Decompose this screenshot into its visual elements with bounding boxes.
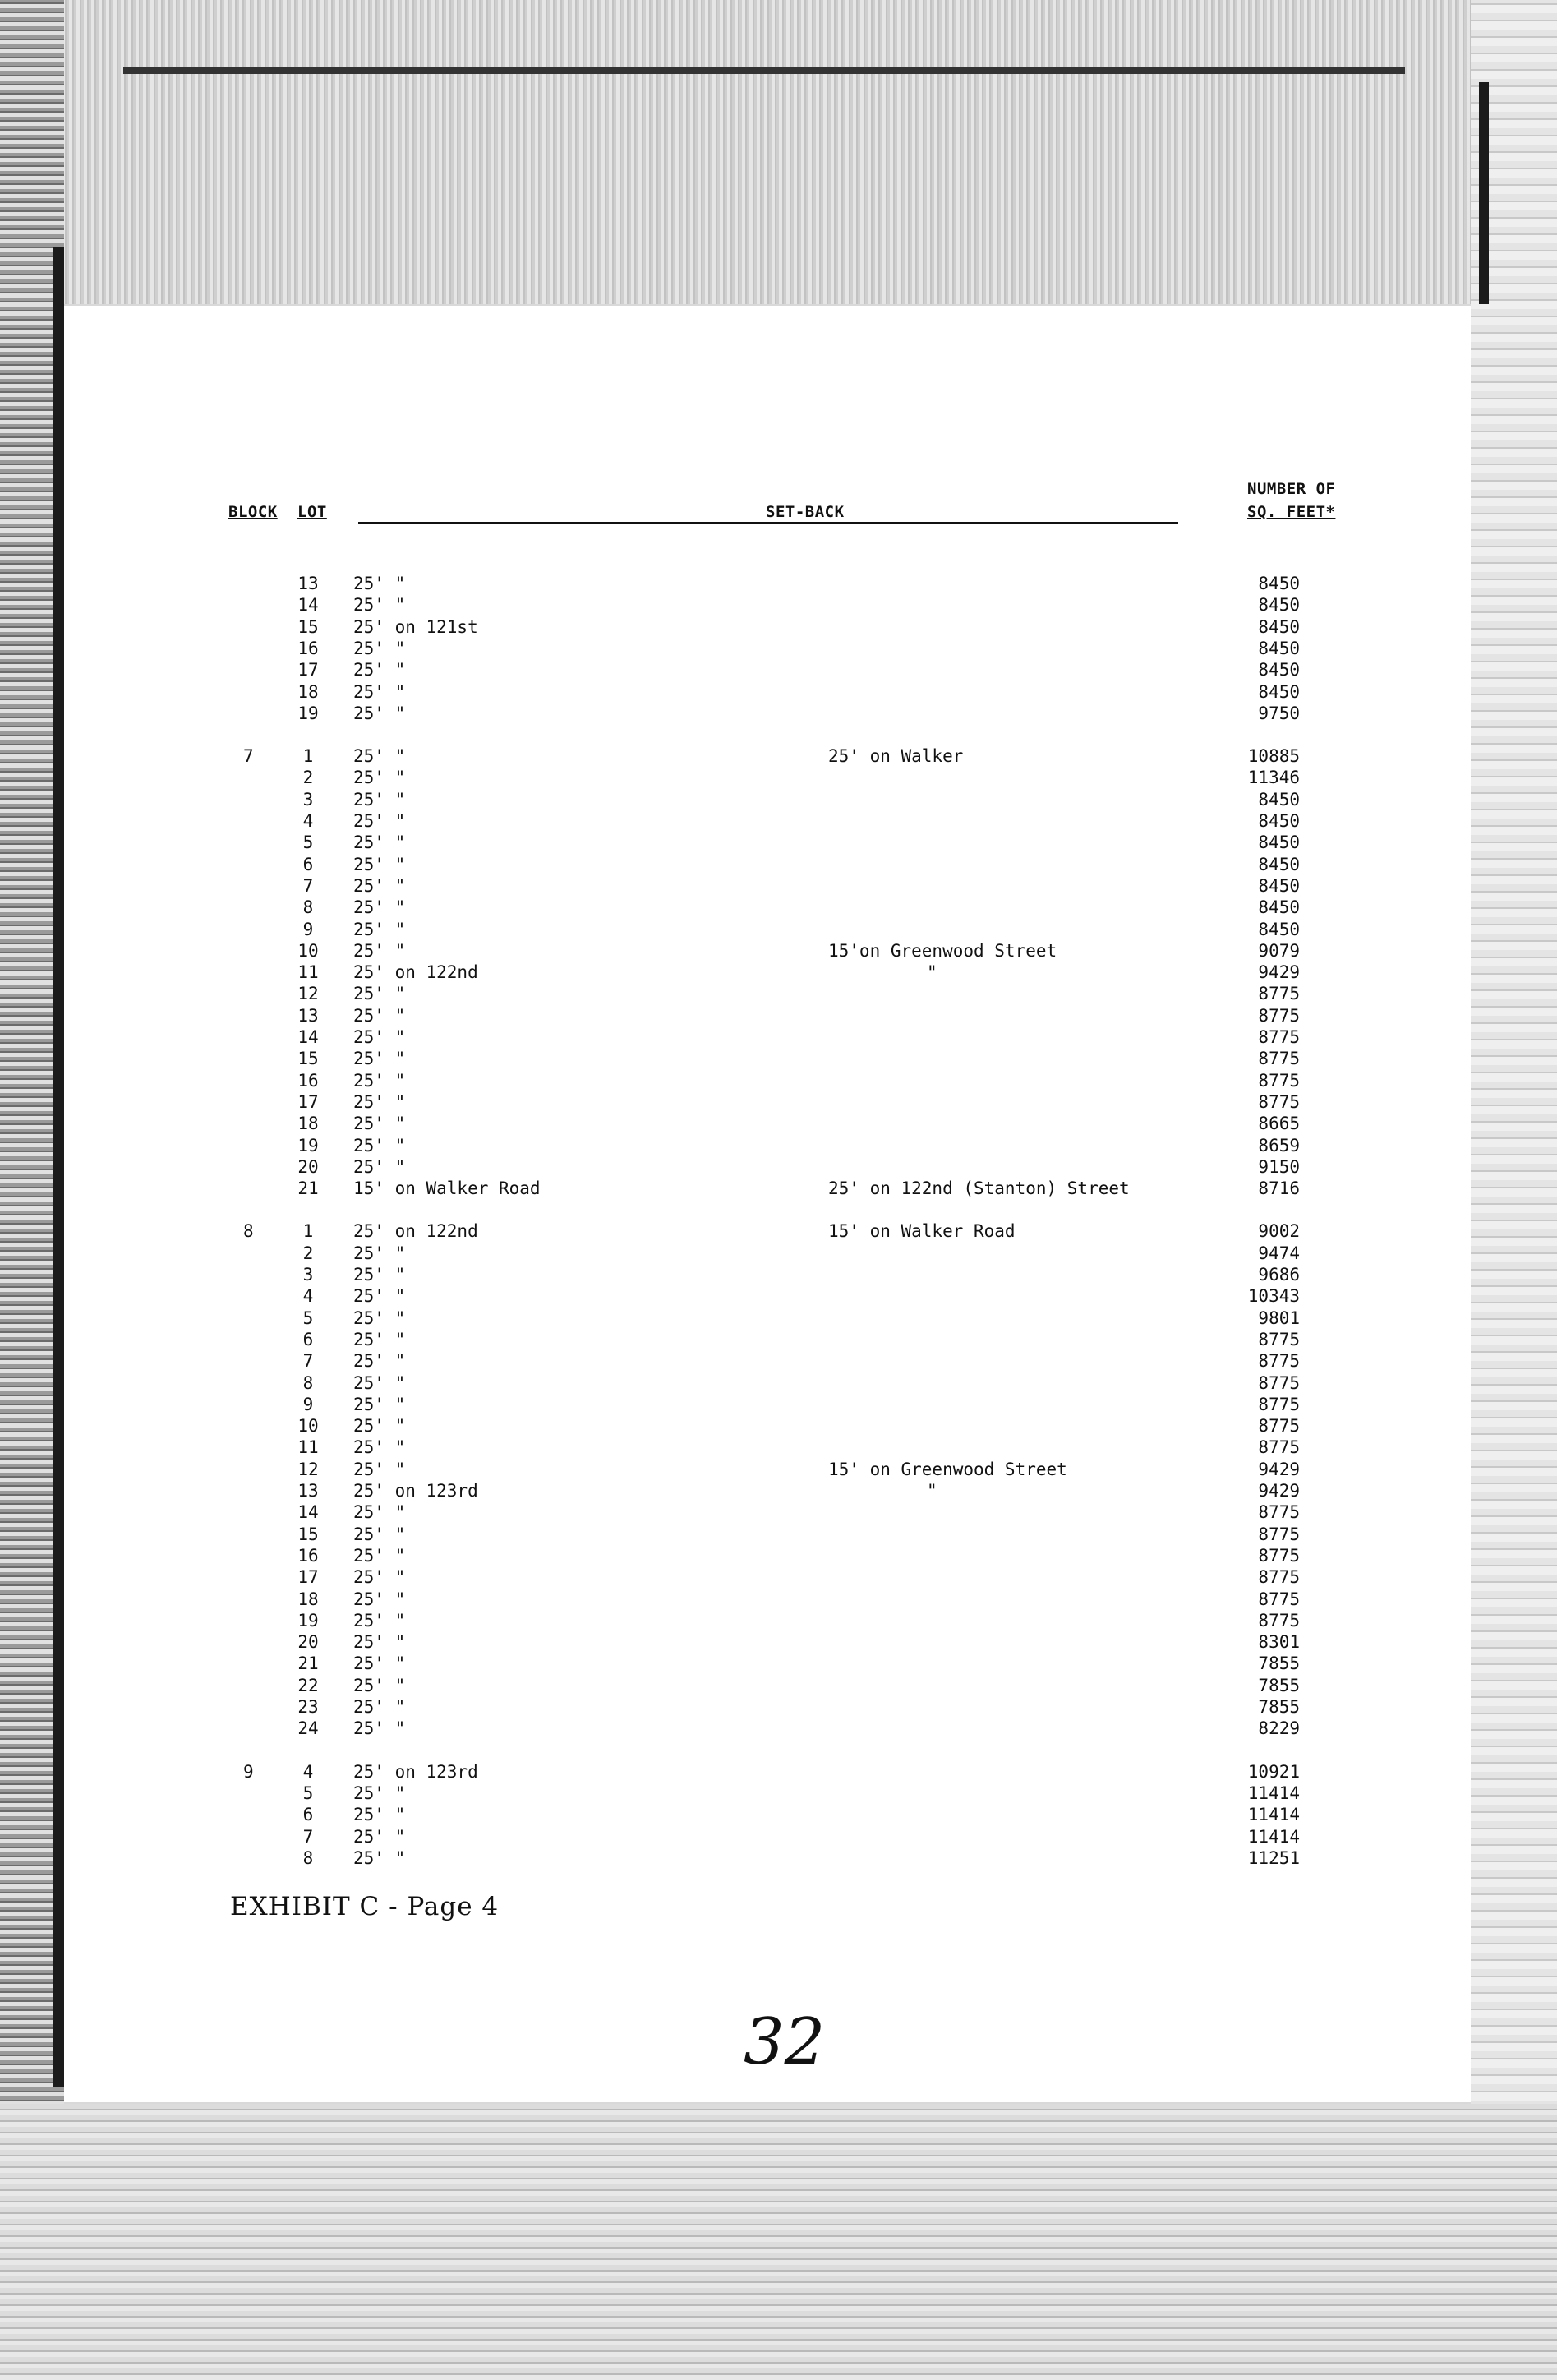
table-row <box>0 1286 1557 1308</box>
secondary-setback-cell: 15'on Greenwood Street <box>828 940 1057 961</box>
table-row <box>0 1178 1557 1200</box>
setback-cell: 25' " <box>353 1308 406 1328</box>
sqft-cell: 8450 <box>1258 875 1300 896</box>
sqft-cell: 8775 <box>1258 1351 1300 1372</box>
setback-cell: 25' " <box>353 1372 406 1393</box>
table-row <box>0 1373 1557 1395</box>
table-row <box>0 1416 1557 1437</box>
lot-cell: 2 <box>302 1243 314 1263</box>
table-row <box>0 1567 1557 1589</box>
table-row <box>0 768 1557 789</box>
lot-cell: 19 <box>297 703 319 723</box>
table-row <box>0 1611 1557 1632</box>
table-row <box>0 1481 1557 1502</box>
sqft-cell: 8450 <box>1258 919 1300 939</box>
table-row <box>0 1243 1557 1265</box>
setback-cell: 25' " <box>353 1135 406 1155</box>
lot-cell: 6 <box>302 854 314 874</box>
lot-cell: 16 <box>297 638 319 658</box>
sqft-cell: 11251 <box>1247 1847 1300 1868</box>
sqft-cell: 9150 <box>1258 1156 1300 1177</box>
table-row <box>0 1718 1557 1740</box>
setback-cell: 25' " <box>353 1826 406 1847</box>
setback-cell: 25' " <box>353 1654 406 1674</box>
lot-cell: 8 <box>302 1847 314 1868</box>
setback-cell: 25' " <box>353 1589 406 1609</box>
table-row <box>0 1524 1557 1546</box>
setback-cell: 25' " <box>353 1005 406 1026</box>
lot-cell: 17 <box>297 1567 319 1588</box>
table-row <box>0 1092 1557 1114</box>
lot-cell: 15 <box>297 1049 319 1069</box>
sqft-cell: 8775 <box>1258 1589 1300 1609</box>
setback-cell: 25' " <box>353 919 406 939</box>
sqft-cell: 8450 <box>1258 897 1300 918</box>
table-row <box>0 1114 1557 1135</box>
lot-cell: 4 <box>302 1286 314 1307</box>
lot-cell: 13 <box>297 1005 319 1026</box>
lot-cell: 19 <box>297 1135 319 1155</box>
setback-cell: 25' " <box>353 681 406 702</box>
sqft-cell: 8450 <box>1258 574 1300 593</box>
lot-cell: 22 <box>297 1675 319 1695</box>
table-row <box>0 682 1557 703</box>
sqft-cell: 9429 <box>1258 962 1300 983</box>
sqft-cell: 10921 <box>1247 1761 1300 1782</box>
table-row <box>0 876 1557 897</box>
table-row <box>0 941 1557 962</box>
setback-cell: 25' on 121st <box>353 616 478 637</box>
lot-cell: 15 <box>297 1524 319 1544</box>
lot-cell: 23 <box>297 1697 319 1717</box>
sqft-cell: 10343 <box>1247 1286 1300 1307</box>
setback-cell: 25' " <box>353 1049 406 1069</box>
setback-cell: 25' " <box>353 1156 406 1177</box>
header-setback: SET-BACK <box>766 503 845 521</box>
table-row <box>0 962 1557 984</box>
table-row <box>0 1783 1557 1805</box>
setback-cell: 25' " <box>353 897 406 918</box>
sqft-cell: 9474 <box>1258 1243 1300 1263</box>
lot-cell: 5 <box>302 1308 314 1328</box>
sqft-cell: 8775 <box>1258 1027 1300 1047</box>
header-sqft-line1: NUMBER OF <box>1247 480 1336 498</box>
lot-cell: 13 <box>297 1481 319 1501</box>
setback-cell: 25' " <box>353 833 406 853</box>
table-row <box>0 790 1557 811</box>
lot-cell: 5 <box>302 1783 314 1803</box>
lot-cell: 13 <box>297 574 319 593</box>
sqft-cell: 8775 <box>1258 1567 1300 1588</box>
table-row <box>0 1351 1557 1372</box>
setback-cell: 25' " <box>353 811 406 831</box>
table-row <box>0 920 1557 941</box>
lot-cell: 6 <box>302 1805 314 1825</box>
setback-cell: 25' " <box>353 1805 406 1825</box>
setback-cell: 25' " <box>353 1567 406 1588</box>
sqft-cell: 9686 <box>1258 1265 1300 1285</box>
setback-cell: 25' " <box>353 984 406 1004</box>
lot-cell: 7 <box>302 875 314 896</box>
setback-cell: 25' on 123rd <box>353 1761 478 1782</box>
block-cell: 7 <box>243 746 254 767</box>
scan-bar-right <box>1479 82 1489 304</box>
table-row <box>0 1632 1557 1654</box>
table-row <box>0 1395 1557 1416</box>
scan-noise-top <box>0 0 1557 304</box>
setback-cell: 25' " <box>353 1243 406 1263</box>
table-row <box>0 984 1557 1005</box>
setback-cell: 25' " <box>353 1265 406 1285</box>
sqft-cell: 8775 <box>1258 1329 1300 1349</box>
lot-cell: 20 <box>297 1632 319 1653</box>
table-row <box>0 1265 1557 1286</box>
setback-cell: 25' " <box>353 1783 406 1803</box>
lot-cell: 17 <box>297 1091 319 1112</box>
table-row <box>0 1006 1557 1027</box>
setback-cell: 25' " <box>353 1610 406 1630</box>
sqft-cell: 9079 <box>1258 940 1300 961</box>
setback-cell: 25' " <box>353 1091 406 1112</box>
table-row <box>0 639 1557 660</box>
sqft-cell: 8229 <box>1258 1718 1300 1739</box>
table-row <box>0 1697 1557 1718</box>
lot-cell: 16 <box>297 1545 319 1566</box>
secondary-setback-cell: 15' on Walker Road <box>828 1221 1016 1242</box>
setback-cell: 25' " <box>353 1027 406 1047</box>
lot-cell: 21 <box>297 1178 319 1199</box>
table-row <box>0 1762 1557 1783</box>
header-lot: LOT <box>297 503 327 521</box>
table-row <box>0 1027 1557 1049</box>
setback-cell: 25' " <box>353 1718 406 1739</box>
setback-cell: 25' on 122nd <box>353 1221 478 1242</box>
setback-cell: 25' " <box>353 1502 406 1523</box>
lot-cell: 3 <box>302 1265 314 1285</box>
lot-cell: 18 <box>297 1589 319 1609</box>
header-sqft-line2: SQ. FEET* <box>1247 503 1336 521</box>
table-row <box>0 1676 1557 1697</box>
table-row <box>0 1221 1557 1243</box>
lot-cell: 10 <box>297 940 319 961</box>
sqft-cell: 8775 <box>1258 1091 1300 1112</box>
sqft-cell: 8301 <box>1258 1632 1300 1653</box>
sqft-cell: 11414 <box>1247 1783 1300 1803</box>
lot-cell: 7 <box>302 1351 314 1372</box>
setback-cell: 25' " <box>353 1847 406 1868</box>
lot-cell: 18 <box>297 681 319 702</box>
sqft-cell: 9002 <box>1258 1221 1300 1242</box>
table-row <box>0 1071 1557 1092</box>
lot-cell: 14 <box>297 1502 319 1523</box>
sqft-cell: 9429 <box>1258 1459 1300 1479</box>
sqft-cell: 8450 <box>1258 833 1300 853</box>
lot-cell: 12 <box>297 984 319 1004</box>
setback-cell: 25' " <box>353 1329 406 1349</box>
sqft-cell: 11346 <box>1247 768 1300 788</box>
table-row <box>0 1546 1557 1567</box>
sqft-cell: 11414 <box>1247 1826 1300 1847</box>
lot-cell: 11 <box>297 1437 319 1458</box>
table-row <box>0 703 1557 725</box>
sqft-cell: 8775 <box>1258 1070 1300 1091</box>
table-row <box>0 855 1557 876</box>
setback-cell: 15' on Walker Road <box>353 1178 541 1199</box>
sqft-cell: 8450 <box>1258 811 1300 831</box>
setback-cell: 25' " <box>353 1070 406 1091</box>
ditto-cell: " <box>927 1481 937 1501</box>
sqft-cell: 8775 <box>1258 1049 1300 1069</box>
sqft-cell: 8775 <box>1258 1005 1300 1026</box>
lot-cell: 18 <box>297 1114 319 1134</box>
ditto-cell: " <box>927 962 937 983</box>
table-row <box>0 811 1557 833</box>
sqft-cell: 8775 <box>1258 1545 1300 1566</box>
lot-cell: 11 <box>297 962 319 983</box>
sqft-cell: 9801 <box>1258 1308 1300 1328</box>
sqft-cell: 8775 <box>1258 1372 1300 1393</box>
table-row <box>0 1654 1557 1675</box>
sqft-cell: 9429 <box>1258 1481 1300 1501</box>
setback-cell: 25' " <box>353 1524 406 1544</box>
lot-cell: 10 <box>297 1416 319 1437</box>
lot-cell: 6 <box>302 1329 314 1349</box>
sqft-cell: 8775 <box>1258 1524 1300 1544</box>
secondary-setback-cell: 25' on Walker <box>828 746 964 767</box>
sqft-cell: 9750 <box>1258 703 1300 723</box>
setback-cell: 25' " <box>353 875 406 896</box>
table-row <box>0 1157 1557 1178</box>
table-row <box>0 1136 1557 1157</box>
lot-cell: 14 <box>297 595 319 616</box>
lot-cell: 21 <box>297 1654 319 1674</box>
sqft-cell: 8775 <box>1258 984 1300 1004</box>
lot-cell: 4 <box>302 1761 314 1782</box>
setback-cell: 25' " <box>353 1114 406 1134</box>
setback-cell: 25' " <box>353 746 406 767</box>
lot-cell: 12 <box>297 1459 319 1479</box>
table-row <box>0 1049 1557 1070</box>
setback-cell: 25' " <box>353 854 406 874</box>
setback-cell: 25' " <box>353 789 406 809</box>
secondary-setback-cell: 15' on Greenwood Street <box>828 1459 1067 1479</box>
setback-cell: 25' " <box>353 1394 406 1414</box>
lot-cell: 17 <box>297 660 319 680</box>
setback-cell: 25' on 123rd <box>353 1481 478 1501</box>
lot-cell: 16 <box>297 1070 319 1091</box>
setback-cell: 25' " <box>353 1459 406 1479</box>
sqft-cell: 8775 <box>1258 1416 1300 1437</box>
setback-cell: 25' " <box>353 1351 406 1372</box>
setback-cell: 25' " <box>353 638 406 658</box>
exhibit-footer: EXHIBIT C - Page 4 <box>230 1892 500 1921</box>
table-row <box>0 1308 1557 1330</box>
setback-cell: 25' " <box>353 1286 406 1307</box>
setback-cell: 25' " <box>353 1697 406 1717</box>
setback-cell: 25' " <box>353 940 406 961</box>
sqft-cell: 7855 <box>1258 1697 1300 1717</box>
sqft-cell: 8450 <box>1258 595 1300 616</box>
table-row <box>0 746 1557 768</box>
sqft-cell: 7855 <box>1258 1654 1300 1674</box>
sqft-cell: 7855 <box>1258 1675 1300 1695</box>
setback-cell: 25' " <box>353 768 406 788</box>
sqft-cell: 8450 <box>1258 616 1300 637</box>
table-row <box>0 1805 1557 1826</box>
lot-cell: 14 <box>297 1027 319 1047</box>
lot-cell: 24 <box>297 1718 319 1739</box>
sqft-cell: 8775 <box>1258 1502 1300 1523</box>
header-rule <box>358 522 1178 524</box>
sqft-cell: 8450 <box>1258 854 1300 874</box>
block-cell: 9 <box>243 1761 254 1782</box>
setback-cell: 25' on 122nd <box>353 962 478 983</box>
scan-noise-bottom <box>0 2104 1557 2380</box>
lot-cell: 8 <box>302 897 314 918</box>
table-row <box>0 1827 1557 1848</box>
lot-cell: 9 <box>302 1394 314 1414</box>
sqft-cell: 8450 <box>1258 789 1300 809</box>
table-row <box>0 660 1557 681</box>
lot-cell: 3 <box>302 789 314 809</box>
setback-cell: 25' " <box>353 1632 406 1653</box>
lot-cell: 7 <box>302 1826 314 1847</box>
block-cell: 8 <box>243 1221 254 1242</box>
table-row <box>0 1502 1557 1524</box>
setback-cell: 25' " <box>353 703 406 723</box>
lot-cell: 15 <box>297 616 319 637</box>
lot-cell: 1 <box>302 1221 314 1242</box>
setback-cell: 25' " <box>353 1675 406 1695</box>
table-row <box>0 833 1557 854</box>
sqft-cell: 8775 <box>1258 1437 1300 1458</box>
lot-cell: 2 <box>302 768 314 788</box>
sqft-cell: 8716 <box>1258 1178 1300 1199</box>
lot-cell: 4 <box>302 811 314 831</box>
setback-cell: 25' " <box>353 1416 406 1437</box>
setback-cell: 25' " <box>353 1545 406 1566</box>
table-row <box>0 595 1557 616</box>
table-row <box>0 1848 1557 1870</box>
setback-cell: 25' " <box>353 660 406 680</box>
handwritten-page-number: 32 <box>744 2005 826 2079</box>
table-row <box>0 1589 1557 1611</box>
lot-cell: 19 <box>297 1610 319 1630</box>
secondary-setback-cell: 25' on 122nd (Stanton) Street <box>828 1178 1130 1199</box>
lot-cell: 8 <box>302 1372 314 1393</box>
table-row <box>0 617 1557 639</box>
lot-cell: 9 <box>302 919 314 939</box>
sqft-cell: 8450 <box>1258 638 1300 658</box>
sqft-cell: 8775 <box>1258 1610 1300 1630</box>
scan-rule-top <box>123 67 1405 74</box>
setback-cell: 25' " <box>353 1437 406 1458</box>
sqft-cell: 8659 <box>1258 1135 1300 1155</box>
sqft-cell: 10885 <box>1247 746 1300 767</box>
sqft-cell: 8775 <box>1258 1394 1300 1414</box>
setback-cell: 25' " <box>353 595 406 616</box>
table-row <box>0 1437 1557 1459</box>
table-row <box>0 1460 1557 1481</box>
setback-cell: 25' " <box>353 574 406 593</box>
sqft-cell: 8450 <box>1258 681 1300 702</box>
sqft-cell: 8450 <box>1258 660 1300 680</box>
sqft-cell: 11414 <box>1247 1805 1300 1825</box>
lot-cell: 1 <box>302 746 314 767</box>
sqft-cell: 8665 <box>1258 1114 1300 1134</box>
table-row <box>0 1330 1557 1351</box>
lot-cell: 20 <box>297 1156 319 1177</box>
table-row <box>0 897 1557 919</box>
table-row <box>0 574 1557 595</box>
lot-cell: 5 <box>302 833 314 853</box>
header-block: BLOCK <box>228 503 278 521</box>
